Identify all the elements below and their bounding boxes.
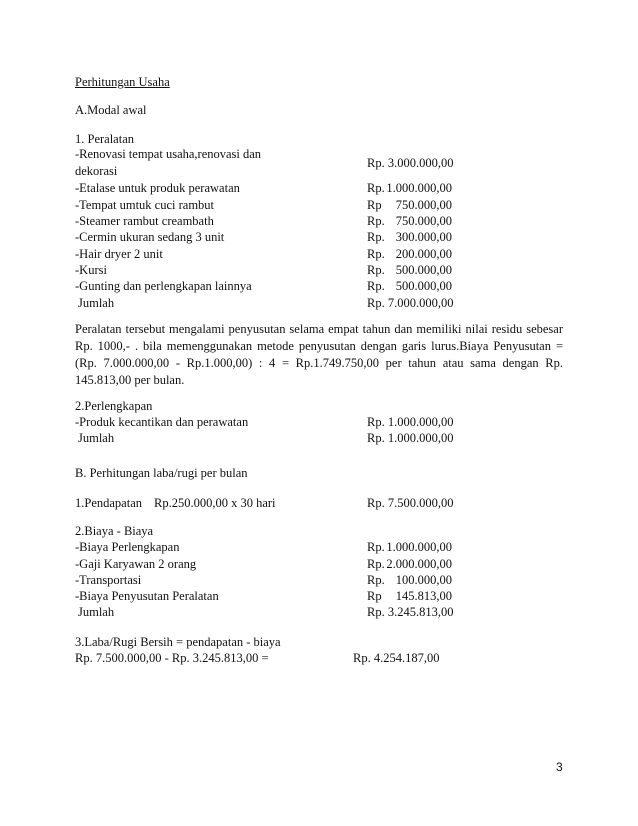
list-item-rp: Rp.	[367, 181, 385, 195]
list-item-rp: Rp	[367, 589, 382, 603]
peralatan-heading: 1. Peralatan	[75, 132, 135, 146]
list-item-rp: Rp.	[367, 540, 385, 554]
pendapatan-label: 1.Pendapatan	[75, 496, 142, 510]
list-item-value: 750.000,00	[395, 198, 452, 212]
list-item-value: 1.000.000,00	[386, 181, 452, 195]
peralatan-item1-value: Rp. 3.000.000,00	[367, 156, 454, 170]
list-item-value: 1.000.000,00	[386, 540, 452, 554]
list-item-value: 500.000,00	[395, 263, 452, 277]
list-item-label: -Biaya Penyusutan Peralatan	[75, 589, 219, 603]
list-item-label: -Hair dryer 2 unit	[75, 247, 163, 261]
laba-value: Rp. 4.254.187,00	[353, 651, 440, 665]
biaya-heading: 2.Biaya - Biaya	[75, 524, 154, 538]
list-item-value: 500.000,00	[395, 279, 452, 293]
peralatan-item1-line1: -Renovasi tempat usaha,renovasi dan	[75, 147, 262, 161]
list-item-label: -Kursi	[75, 263, 107, 277]
perlengkapan-item-label: -Produk kecantikan dan perawatan	[75, 415, 249, 429]
list-item-value: 200.000,00	[395, 247, 452, 261]
list-item-value: 100.000,00	[395, 573, 452, 587]
peralatan-jumlah-label: Jumlah	[78, 296, 115, 310]
list-item-rp: Rp	[367, 198, 382, 212]
list-item-rp: Rp.	[367, 214, 385, 228]
perlengkapan-item-value: Rp. 1.000.000,00	[367, 415, 454, 429]
laba-calc: Rp. 7.500.000,00 - Rp. 3.245.813,00 =	[75, 651, 269, 665]
peralatan-item1-line2: dekorasi	[75, 164, 118, 178]
list-item-label: -Transportasi	[75, 573, 142, 587]
perlengkapan-jumlah-label: Jumlah	[78, 431, 115, 445]
list-item-label: -Gaji Karyawan 2 orang	[75, 557, 197, 571]
biaya-jumlah-label: Jumlah	[78, 605, 115, 619]
list-item-rp: Rp.	[367, 247, 385, 261]
list-item-value: 300.000,00	[395, 230, 452, 244]
biaya-jumlah-value: Rp. 3.245.813,00	[367, 605, 454, 619]
list-item-rp: Rp.	[367, 573, 385, 587]
page-title: Perhitungan Usaha	[75, 75, 170, 89]
depreciation-paragraph: Peralatan tersebut mengalami penyusutan selama empat tahun dan memiliki nilai residu sebesar Rp. 1000,- . bila memenggunakan metode penyusutan dengan garis lurus.Biaya Penyusutan = (Rp. 7.000.000,00 - Rp.1.000,00) : 4 = Rp.1.749.750,00 per tahun atau sama dengan Rp. 145.813,00 per bulan.	[75, 322, 563, 387]
list-item-label: -Steamer rambut creambath	[75, 214, 214, 228]
section-a-heading: A.Modal awal	[75, 103, 147, 117]
perlengkapan-heading: 2.Perlengkapan	[75, 399, 153, 413]
list-item-label: -Etalase untuk produk perawatan	[75, 181, 240, 195]
list-item-label: -Biaya Perlengkapan	[75, 540, 180, 554]
list-item-label: -Tempat umtuk cuci rambut	[75, 198, 215, 212]
list-item-value: 750.000,00	[395, 214, 452, 228]
list-item-rp: Rp.	[367, 279, 385, 293]
list-item-label: -Gunting dan perlengkapan lainnya	[75, 279, 252, 293]
laba-heading: 3.Laba/Rugi Bersih = pendapatan - biaya	[75, 635, 281, 649]
perlengkapan-jumlah-value: Rp. 1.000.000,00	[367, 431, 454, 445]
list-item-label: -Cermin ukuran sedang 3 unit	[75, 230, 225, 244]
peralatan-jumlah-value: Rp. 7.000.000,00	[367, 296, 454, 310]
list-item-rp: Rp.	[367, 557, 385, 571]
pendapatan-calc: Rp.250.000,00 x 30 hari	[154, 496, 276, 510]
list-item-rp: Rp.	[367, 230, 385, 244]
pendapatan-value: Rp. 7.500.000,00	[367, 496, 454, 510]
section-b-heading: B. Perhitungan laba/rugi per bulan	[75, 466, 248, 480]
list-item-value: 2.000.000,00	[386, 557, 452, 571]
page-number: 3	[556, 760, 563, 774]
list-item-rp: Rp.	[367, 263, 385, 277]
list-item-value: 145.813,00	[395, 589, 452, 603]
